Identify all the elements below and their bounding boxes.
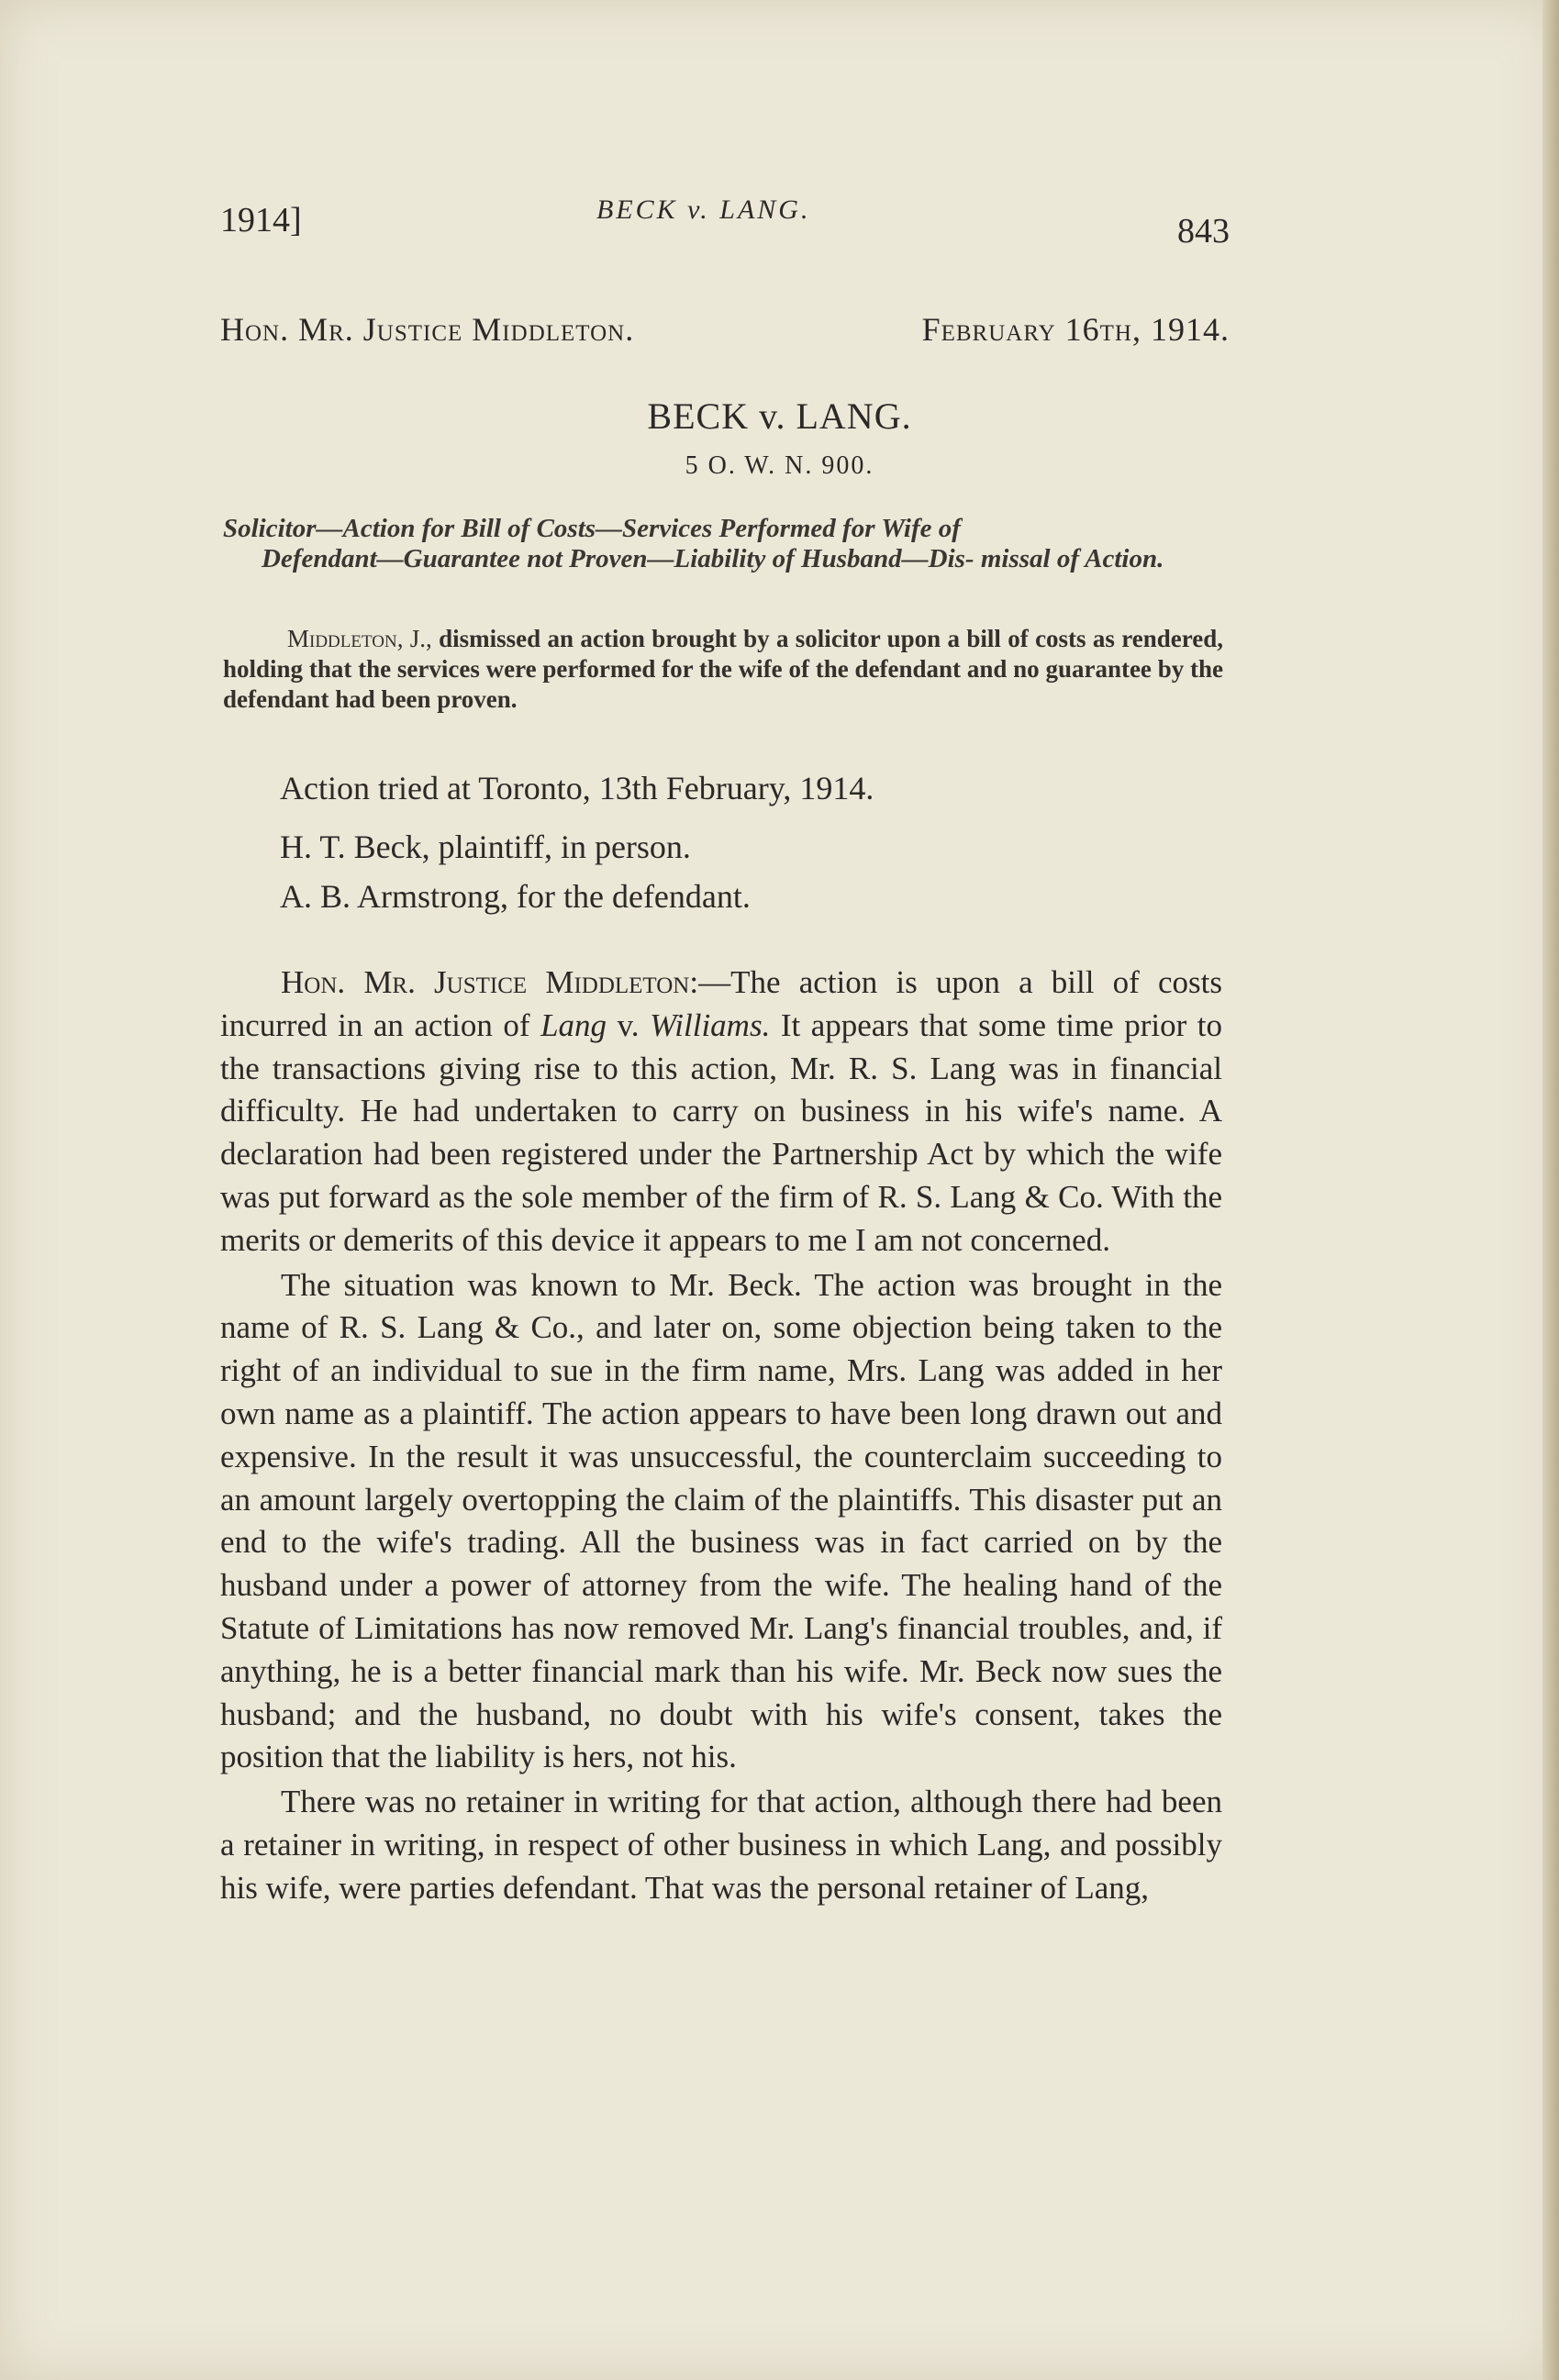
page-edge — [1542, 0, 1559, 2380]
case-name: Williams. — [650, 1006, 771, 1043]
headnote-line: Defendant—Guarantee not Proven—Liability of Husband—Dis- — [262, 544, 974, 573]
body-paragraph: The situation was known to Mr. Beck. The action was brought in the name of R. S. Lang & Co., and later on, some objection being taken to the right of an individual to sue in the firm name, Mrs. Lang was added in her own name as a plaintiff. The action appears to have been long drawn out and expensive. In the result it was unsuccessful, the counterclaim succeeding to an amount largely overtopping the claim of the plaintiffs. This disaster put an end to the wife's trading. All the business was in fact carried on by the husband under a power of attorney from the wife. The healing hand of the Statute of Limitations has now removed Mr. Lang's financial troubles, and, if anything, he is a better financial mark than his wife. Mr. Beck now sues the husband; and the husband, no doubt with his wife's consent, takes the position that the liability is hers, not his. — [220, 1266, 1222, 1775]
page-number: 843 — [1177, 212, 1230, 250]
defendant-counsel: A. B. Armstrong, for the defendant. — [280, 878, 751, 915]
speaker: Hon. Mr. Justice Middleton — [281, 964, 690, 1000]
trial-line: Action tried at Toronto, 13th February, 1914. — [280, 770, 874, 806]
case-summary — [223, 624, 1223, 715]
running-head-year: 1914] — [220, 201, 302, 239]
judge-name: Hon. Mr. Justice Middleton. — [220, 311, 635, 348]
paragraph-text: :—The action is upon a bill of costs incurred in an action of — [220, 964, 1222, 1043]
judgment-body — [220, 962, 1222, 1910]
body-paragraph — [220, 962, 1222, 1262]
summary-judge: Middleton, J., — [287, 625, 432, 652]
summary-text: dismissed an action brought by a solicitor upon a bill of costs as rendered, holding that the services were performed for the wife of the defendant and no guarantee by the defendant had been proven. — [223, 625, 1223, 713]
headnote — [223, 514, 1223, 574]
case-citation: 5 O. W. N. 900. — [685, 451, 874, 480]
paragraph-text: It appears that some time prior to the transactions giving rise to this action, Mr. R. S. Lang was in financial difficulty. He had undertaken to carry on business in his wife's name. A declaration had been registered under the Partnership Act by which the wife was put forward as the sole member of the firm of R. S. Lang & Co. With the merits or demerits of this device it appears to me I am not concerned. — [220, 1006, 1222, 1258]
versus: v. — [607, 1006, 651, 1043]
judge-line — [220, 310, 1230, 349]
headnote-line: Solicitor—Action for Bill of Costs—Services Performed for Wife of — [223, 514, 961, 543]
headnote-line: missal of Action. — [980, 544, 1164, 573]
case-name: Lang — [540, 1006, 607, 1043]
running-head — [220, 195, 1230, 250]
case-title: BECK v. LANG. — [647, 395, 912, 437]
body-paragraph: There was no retainer in writing for that action, although there had been a retainer in writing, in respect of other business in which Lang, and possibly his wife, were parties defendant. That was the personal retainer of Lang, — [220, 1784, 1222, 1906]
plaintiff-counsel: H. T. Beck, plaintiff, in person. — [280, 829, 691, 865]
judgment-date: February 16th, 1914. — [921, 311, 1230, 348]
running-head-title: BECK v. LANG. — [596, 195, 811, 225]
